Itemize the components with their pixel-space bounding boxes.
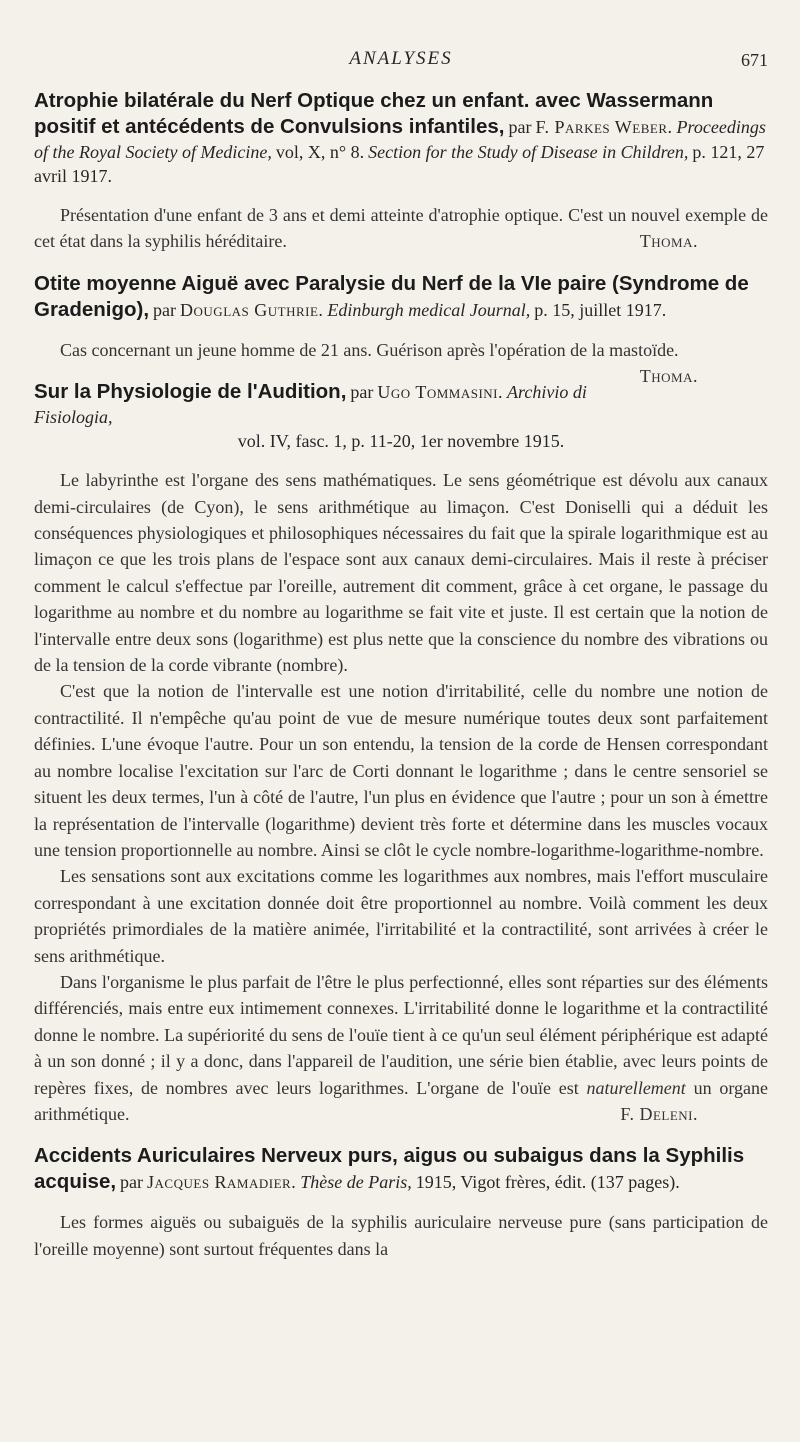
paragraph-text-end: un organe arithmétique. (34, 1077, 768, 1124)
paragraph (34, 202, 768, 255)
article-body (34, 202, 768, 255)
article-author: F. Parkes Weber. (535, 117, 673, 137)
ref-by: par (153, 299, 177, 320)
article-heading (34, 88, 768, 188)
signature: Thoma. (639, 231, 698, 252)
article-details: vol. IV, fasc. 1, p. 11-20, 1er novembre 1915. (237, 431, 565, 452)
article-entry (34, 88, 768, 255)
paragraph-text: Cas concernant un jeune homme de 21 ans. Guérison après l'opération de la mastoïde. (60, 339, 679, 360)
article-author: Douglas Guthrie. (180, 299, 324, 320)
article-title: Accidents Auriculaires Nerveux purs, aigus ou subaigus dans la Syphilis acquise, (34, 1144, 745, 1194)
article-journal: Thèse de Paris, (300, 1172, 412, 1193)
article-entry (34, 271, 768, 387)
article-body (34, 337, 768, 387)
signature: F. Deleni. (620, 1103, 698, 1124)
article-entry (34, 1143, 768, 1262)
article-title: Atrophie bilatérale du Nerf Optique chez un enfant. avec Wassermann positif et antécédents de Convulsions infantiles, (34, 89, 714, 138)
running-head (34, 48, 768, 78)
article-body (34, 467, 768, 1127)
article-details: 1915, Vigot frères, édit. (137 pages). (415, 1172, 680, 1193)
article-pages: p. 121, 27 avril 1917. (34, 142, 765, 186)
article-details: vol, X, n° 8. (275, 142, 365, 162)
article-pages: p. 15, juillet 1917. (534, 299, 667, 320)
page (34, 48, 768, 1278)
article-author: Jacques Ramadier. (147, 1172, 297, 1193)
article-title: Otite moyenne Aiguë avec Paralysie du Nerf de la VIe paire (Syndrome de Gradenigo), (34, 271, 749, 321)
running-head-title: ANALYSES (349, 48, 453, 69)
paragraph: Le labyrinthe est l'organe des sens mathématiques. Le sens géométrique est dévolu aux canaux demi-circulaires (de Cyon), le sens arithmétique au limaçon. C'est Doniselli qui a déduit les conséquences physiologiques et philosophiques nécessaires du fait que la spirale logarithmique est au limaçon ce que les trois plans de l'espace sont aux canaux demi-circulaires. Mais il reste à préciser comment le calcul s'effectue par l'oreille, autrement dit comment, grâce à cet organe, le passage du logarithme au nombre et du nombre au logarithme se fait vite et juste. Il est certain que la notion de l'intervalle entre deux sons (logarithme) est plus nette que la conscience du nombre des vibrations ou de la tension de la corde vibrante (nombre). (34, 470, 768, 676)
signature: Thoma. (639, 366, 698, 387)
page-number: 671 (741, 50, 768, 70)
article-heading (34, 271, 768, 323)
article-journal: Proceedings of the Royal Society of Medicine, (34, 117, 766, 162)
article-heading (34, 1143, 768, 1195)
ref-by: par (120, 1172, 144, 1193)
article-body (34, 1209, 768, 1262)
article-author: Ugo Tommasini. (377, 382, 504, 403)
paragraph (34, 969, 768, 1127)
paragraph-text: Dans l'organisme le plus parfait de l'être le plus perfectionné, elles sont réparties sur des éléments différenciés, mais entre eux intimement connexes. L'irritabilité donne le logarithme et la contractilité donne le nombre. La supériorité du sens de l'ouïe tient à ce qu'un seul élément périphérique est adapté à un son donné ; il y a donc, dans l'appareil de l'audition, une série bien établie, avec leurs points de repères fixes, de nombres avec leurs logarithmes. L'organe de l'ouïe est (34, 971, 768, 1098)
paragraph: Les sensations sont aux excitations comme les logarithmes aux nombres, mais l'effort musculaire correspondant à une excitation donnée doit être proportionnel au nombre. Voilà comment les deux propriétés primordiales de la matière animée, l'irritabilité et la contractilité, sont arrivées à créer le sens arithmétique. (34, 866, 768, 966)
paragraph-text: Présentation d'une enfant de 3 ans et demi atteinte d'atrophie optique. C'est un nouvel exemple de cet état dans la syphilis héréditaire. (34, 205, 768, 252)
article-journal: Edinburgh medical Journal, (327, 299, 531, 320)
ref-by: par (350, 382, 374, 403)
article-title: Sur la Physiologie de l'Audition, (34, 380, 347, 404)
ref-by: par (508, 117, 532, 137)
paragraph: Les formes aiguës ou subaiguës de la syphilis auriculaire nerveuse pure (sans participation de l'oreille moyenne) sont surtout fréquentes dans la (34, 1212, 768, 1259)
article-heading (34, 379, 768, 453)
article-journal: Archivio di Fisiologia, (34, 382, 587, 428)
paragraph: C'est que la notion de l'intervalle est une notion d'irritabilité, celle du nombre une notion de contractilité. Il n'empêche qu'au point de vue de mesure numérique toutes deux sont parfaitement définies. L'une évoque l'autre. Pour un son entendu, la tension de la corde de Hensen correspondant au nombre localise l'excitation sur l'arc de Corti donnant le logarithme ; dans le centre sensoriel se situent les deux termes, l'un à côté de l'autre, l'un plus en évidence que l'autre ; pour un son à émettre la représentation de l'intervalle (logarithme) devient très forte et détermine dans les muscles vocaux une tension proportionnelle au nombre. Ainsi se clôt le cycle nombre-logarithme-logarithme-nombre. (34, 681, 768, 860)
article-entry (34, 379, 768, 1127)
paragraph-italic: naturellement (586, 1077, 686, 1098)
paragraph (34, 337, 768, 387)
article-section: Section for the Study of Disease in Children, (368, 142, 689, 162)
